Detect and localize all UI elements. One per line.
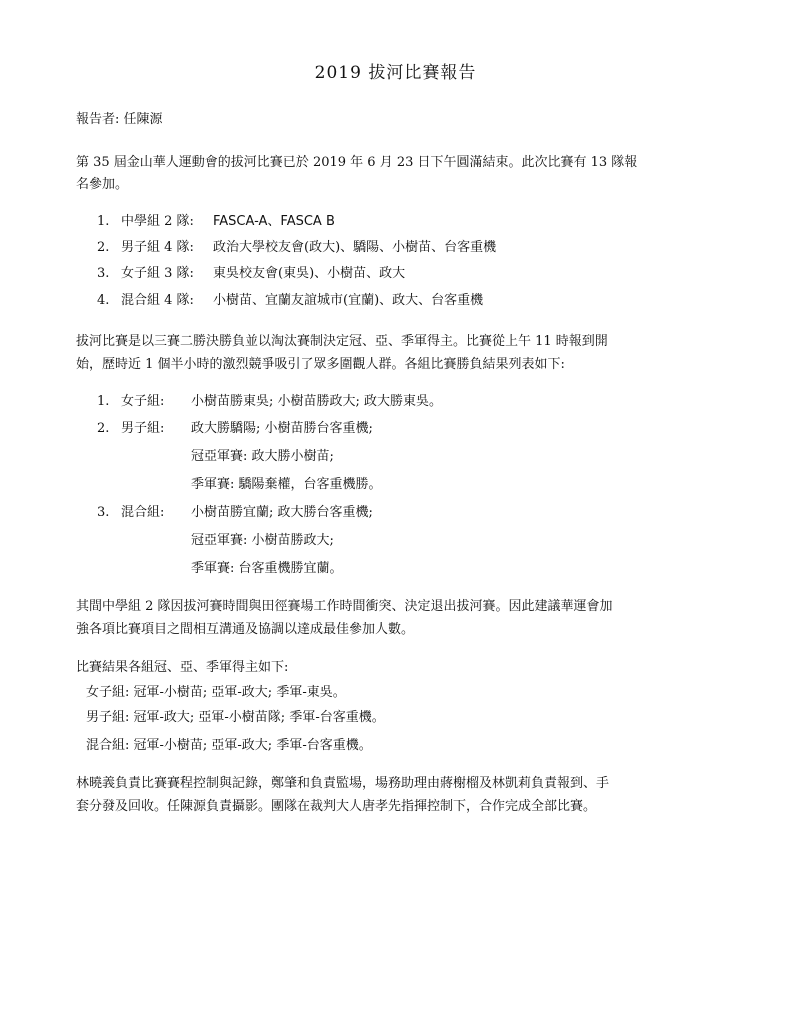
list-number: 3. bbox=[97, 266, 110, 281]
intro-line-1: 第 35 屆金山華人運動會的拔河比賽已於 2019 年 6 月 23 日下午圓滿結束。此次比賽有 13 隊報 bbox=[76, 155, 638, 170]
format-line-1: 拔河比賽是以三賽二勝決勝負並以淘汰賽制決定冠、亞、季軍得主。比賽從上午 11 時報到開 bbox=[76, 334, 608, 349]
intro-line-2: 名參加。 bbox=[76, 177, 129, 192]
result-text: 政大勝驕陽; 小樹苗勝台客重機; bbox=[191, 421, 373, 436]
format-line-2: 始，歷時近 1 個半小時的激烈競爭吸引了眾多圍觀人群。各組比賽勝負結果列表如下: bbox=[76, 357, 565, 372]
team-group-label: 男子組 4 隊: bbox=[121, 240, 194, 255]
winners-heading: 比賽結果各組冠、亞、季軍得主如下: bbox=[76, 660, 289, 675]
staff-line-1: 林曉義負責比賽賽程控制與記錄，鄭肇和負責監場，場務助理由蔣榭榴及林凱莉負責報到、手 bbox=[76, 776, 610, 791]
winners-mixed: 混合組: 冠軍-小樹苗; 亞軍-政大; 季軍-台客重機。 bbox=[86, 738, 372, 753]
team-group-label: 混合組 4 隊: bbox=[121, 293, 194, 308]
result-text: 季軍賽: 台客重機勝宜蘭。 bbox=[191, 561, 343, 576]
team-names: 小樹苗、宜蘭友誼城市(宜蘭)、政大、台客重機 bbox=[213, 293, 484, 308]
result-text: 季軍賽: 驕陽棄權，台客重機勝。 bbox=[191, 477, 382, 492]
group-label: 混合組: bbox=[121, 505, 165, 520]
result-text: 冠亞軍賽: 政大勝小樹苗; bbox=[191, 449, 334, 464]
list-number: 3. bbox=[97, 505, 110, 520]
team-group-label: 中學組 2 隊: bbox=[121, 214, 194, 229]
page-title: 2019 拔河比賽報告 bbox=[314, 63, 477, 83]
list-number: 2. bbox=[97, 421, 110, 436]
team-names: FASCA-A、FASCA B bbox=[213, 214, 335, 229]
result-text: 冠亞軍賽: 小樹苗勝政大; bbox=[191, 533, 334, 548]
group-label: 女子組: bbox=[121, 394, 165, 409]
team-group-label: 女子組 3 隊: bbox=[121, 266, 194, 281]
group-label: 男子組: bbox=[121, 421, 165, 436]
list-number: 2. bbox=[97, 240, 110, 255]
result-text: 小樹苗勝宜蘭; 政大勝台客重機; bbox=[191, 505, 373, 520]
team-names: 政治大學校友會(政大)、驕陽、小樹苗、台客重機 bbox=[213, 240, 497, 255]
reporter-line: 報告者: 任陳源 bbox=[76, 112, 163, 127]
conflict-line-2: 強各項比賽項目之間相互溝通及協調以達成最佳參加人數。 bbox=[76, 622, 415, 637]
conflict-line-1: 其間中學組 2 隊因拔河賽時間與田徑賽場工作時間衝突、決定退出拔河賽。因此建議華運會加 bbox=[76, 599, 613, 614]
list-number: 1. bbox=[97, 214, 110, 229]
team-names: 東吳校友會(東吳)、小樹苗、政大 bbox=[213, 266, 406, 281]
staff-line-2: 套分發及回收。任陳源負責攝影。團隊在裁判大人唐孝先指揮控制下，合作完成全部比賽。 bbox=[76, 799, 597, 814]
winners-women: 女子組: 冠軍-小樹苗; 亞軍-政大; 季軍-東吳。 bbox=[86, 685, 346, 700]
result-text: 小樹苗勝東吳; 小樹苗勝政大; 政大勝東吳。 bbox=[191, 394, 443, 409]
winners-men: 男子組: 冠軍-政大; 亞軍-小樹苗隊; 季軍-台客重機。 bbox=[86, 710, 385, 725]
list-number: 1. bbox=[97, 394, 110, 409]
list-number: 4. bbox=[97, 293, 110, 308]
